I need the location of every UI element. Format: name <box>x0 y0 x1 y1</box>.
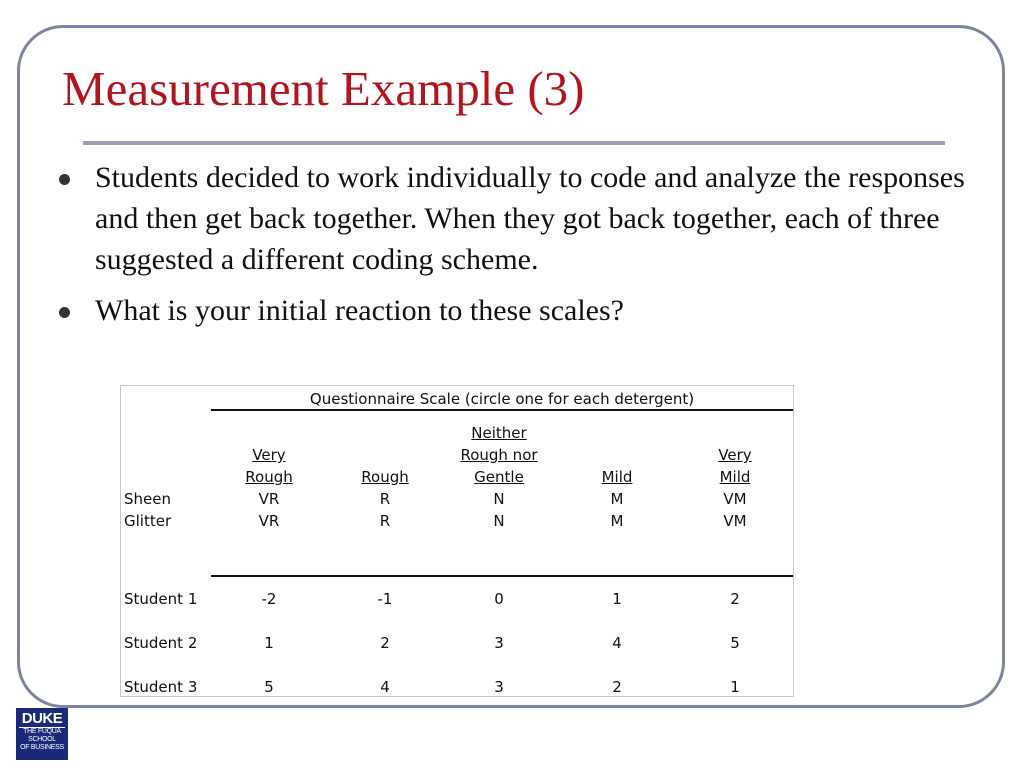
section-rule <box>211 575 793 577</box>
logo-wordmark: DUKE <box>19 711 65 728</box>
table-cell: VM <box>723 490 747 508</box>
table-cell: 3 <box>494 678 504 696</box>
slide-title: Measurement Example (3) <box>62 61 585 116</box>
table-cell: M <box>610 512 624 530</box>
bullet-dot-icon <box>59 174 70 185</box>
column-header-rough: Rough <box>361 468 409 486</box>
column-header-very-rough-line2: Rough <box>245 468 293 486</box>
table-cell: M <box>610 490 624 508</box>
table-caption: Questionnaire Scale (circle one for each detergent) <box>309 390 695 408</box>
table-cell: R <box>379 490 391 508</box>
duke-fuqua-logo <box>16 708 68 760</box>
table-cell: 3 <box>494 634 504 652</box>
row-label-student-1: Student 1 <box>124 590 198 608</box>
row-label-student-2: Student 2 <box>124 634 198 652</box>
bullet-dot-icon <box>59 307 70 318</box>
table-cell: VM <box>723 512 747 530</box>
bullet-item <box>55 290 975 331</box>
table-cell: R <box>379 512 391 530</box>
table-cell: 1 <box>730 678 740 696</box>
header-rule <box>211 409 793 411</box>
title-divider <box>83 141 945 145</box>
column-header-mild: Mild <box>601 468 633 486</box>
column-header-neither-line3: Gentle <box>474 468 524 486</box>
table-cell: 1 <box>264 634 274 652</box>
bullet-item <box>55 157 975 280</box>
column-header-very-rough-line1: Very <box>252 446 286 464</box>
table-cell: N <box>493 490 505 508</box>
table-cell: 4 <box>380 678 390 696</box>
table-cell: 4 <box>612 634 622 652</box>
row-label-sheen: Sheen <box>124 490 171 508</box>
logo-line: SCHOOL <box>28 736 56 743</box>
bullet-text: What is your initial reaction to these scales? <box>95 294 624 327</box>
column-header-very-mild-line1: Very <box>718 446 752 464</box>
table-cell: 0 <box>494 590 504 608</box>
table-cell: 2 <box>612 678 622 696</box>
column-header-neither-line2: Rough nor <box>460 446 538 464</box>
table-cell: -1 <box>377 590 393 608</box>
row-label-student-3: Student 3 <box>124 678 198 696</box>
table-cell: 5 <box>730 634 740 652</box>
column-header-very-mild-line2: Mild <box>719 468 751 486</box>
logo-line: THE FUQUA <box>23 728 61 735</box>
table-cell: VR <box>258 512 280 530</box>
questionnaire-table <box>120 385 794 697</box>
table-cell: -2 <box>261 590 277 608</box>
bullet-text: Students decided to work individually to code and analyze the responses and then get back together. When they got back together, each of three suggested a different coding scheme. <box>95 161 965 276</box>
logo-line: OF BUSINESS <box>20 744 64 751</box>
table-cell: 1 <box>612 590 622 608</box>
table-cell: N <box>493 512 505 530</box>
row-label-glitter: Glitter <box>124 512 172 530</box>
table-cell: 5 <box>264 678 274 696</box>
table-cell: VR <box>258 490 280 508</box>
table-cell: 2 <box>730 590 740 608</box>
bullet-list <box>55 157 975 331</box>
table-cell: 2 <box>380 634 390 652</box>
column-header-neither-line1: Neither <box>471 424 527 442</box>
